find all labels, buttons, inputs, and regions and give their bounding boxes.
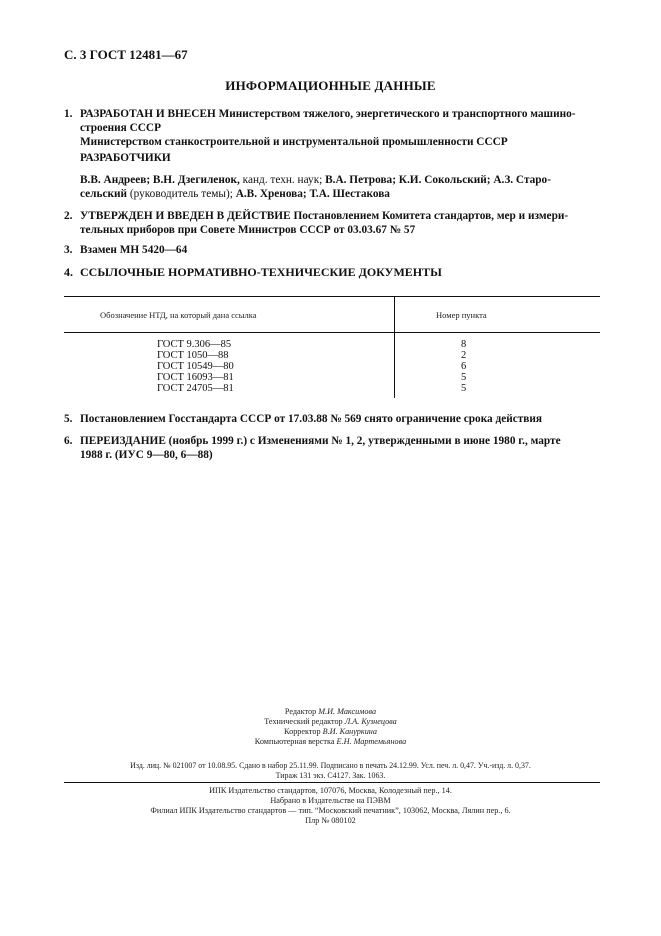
imprint-publication-line-1: Изд. лиц. № 021007 от 10.08.95. Сдано в набор 25.11.99. Подписано в печать 24.12.99. Усл. печ. л. 0,47. Уч.-изд. л. 0,37. (130, 761, 531, 770)
table-cell-item: 5 (461, 383, 467, 394)
imprint-rule (64, 782, 600, 783)
item-number: 3. (64, 244, 73, 256)
table-cell-item: 2 (461, 350, 467, 361)
table-header-item: Номер пункта (436, 310, 487, 320)
imprint-editor (0, 707, 661, 717)
imprint-name: М.И. Максимова (318, 707, 377, 716)
developers-names-3: сельский (80, 188, 128, 200)
item-3-text: Взамен МН 5420—64 (80, 244, 188, 256)
item-2-line-1: УТВЕРЖДЕН И ВВЕДЕН В ДЕЙСТВИЕ Постановлением Комитета стандартов, мер и измери- (80, 210, 569, 222)
table-header-doc: Обозначение НТД, на который дана ссылка (100, 310, 257, 320)
imprint-label: Корректор (284, 727, 323, 736)
imprint-ipk-line-3: Филиал ИПК Издательство стандартов — тип. “Московский печатник”, 103062, Москва, Лялин пер., 6. (150, 806, 511, 815)
item-number: 2. (64, 210, 73, 222)
item-2-line-2: тельных приборов при Совете Министров СССР от 03.03.67 № 57 (80, 224, 416, 236)
developers-role: (руководитель темы); (127, 188, 236, 200)
item-6 (64, 434, 600, 462)
imprint-ipk-line-1: ИПК Издательство стандартов, 107076, Москва, Колодезный пер., 14. (209, 786, 452, 795)
item-5 (64, 412, 600, 426)
imprint-label: Редактор (284, 707, 319, 716)
table-top-rule (64, 296, 600, 297)
developers-block (64, 151, 600, 201)
imprint-corrector (0, 727, 661, 737)
page-header: С. 3 ГОСТ 12481—67 (64, 47, 188, 62)
developers-names-1: В.В. Андреев; В.Н. Дзегиленок, (80, 174, 240, 186)
developers-line-2 (80, 187, 600, 201)
developers-heading: РАЗРАБОТЧИКИ (80, 152, 171, 164)
item-1-line-2: строения СССР (80, 122, 161, 134)
table-header-rule (64, 332, 600, 333)
table-cell-doc: ГОСТ 9.306—85 (157, 339, 232, 350)
table-cell-doc: ГОСТ 10549—80 (157, 361, 234, 372)
imprint-tech-editor (0, 717, 661, 727)
item-4 (64, 265, 600, 279)
item-4-text: ССЫЛОЧНЫЕ НОРМАТИВНО-ТЕХНИЧЕСКИЕ ДОКУМЕНТЫ (80, 265, 442, 279)
item-1-line-1: РАЗРАБОТАН И ВНЕСЕН Министерством тяжелого, энергетического и транспортного машино- (80, 108, 576, 120)
developers-names-4: А.В. Хренова; Т.А. Шестакова (235, 188, 390, 200)
table-cell-item: 8 (461, 339, 467, 350)
item-3 (64, 243, 600, 257)
section-title: ИНФОРМАЦИОННЫЕ ДАННЫЕ (225, 78, 436, 93)
table-cell-doc: ГОСТ 16093—81 (157, 372, 234, 383)
item-number: 1. (64, 108, 73, 120)
table-cell-item: 6 (461, 361, 467, 372)
item-5-text: Постановлением Госстандарта СССР от 17.03.88 № 569 снято ограничение срока действия (80, 413, 543, 425)
developers-line-1 (80, 173, 600, 187)
imprint-name: Л.А. Кузнецова (344, 717, 397, 726)
table-cell-doc: ГОСТ 24705—81 (157, 383, 234, 394)
table-column-divider (394, 296, 395, 398)
item-6-line-1: ПЕРЕИЗДАНИЕ (ноябрь 1999 г.) с Изменениями № 1, 2, утвержденными в июне 1980 г., марте (80, 435, 561, 447)
imprint-publication-line-2: Тираж 131 экз. С4127. Зак. 1063. (275, 771, 386, 780)
imprint-name: В.И. Кануркина (322, 727, 377, 736)
imprint-ipk-line-4: Плр № 080102 (305, 816, 356, 825)
item-number: 4. (64, 265, 73, 279)
imprint-label: Компьютерная верстка (254, 737, 337, 746)
table-cell-doc: ГОСТ 1050—88 (157, 350, 229, 361)
imprint-ipk-line-2: Набрано в Издательстве на ПЭВМ (270, 796, 391, 805)
item-1-line-3: Министерством станкостроительной и инструментальной промышленности СССР (80, 136, 508, 148)
developers-names-2: В.А. Петрова; К.И. Сокольский; А.З. Старо- (325, 174, 551, 186)
item-number: 6. (64, 435, 73, 447)
table-cell-item: 5 (461, 372, 467, 383)
imprint-name: Е.Н. Мартемьянова (336, 737, 407, 746)
item-1 (64, 107, 600, 149)
imprint-label: Технический редактор (264, 717, 345, 726)
item-2 (64, 209, 600, 237)
item-number: 5. (64, 413, 73, 425)
imprint-layout (0, 737, 661, 747)
developers-degree: канд. техн. наук; (239, 174, 326, 186)
item-6-line-2: 1988 г. (ИУС 9—80, 6—88) (80, 449, 213, 461)
